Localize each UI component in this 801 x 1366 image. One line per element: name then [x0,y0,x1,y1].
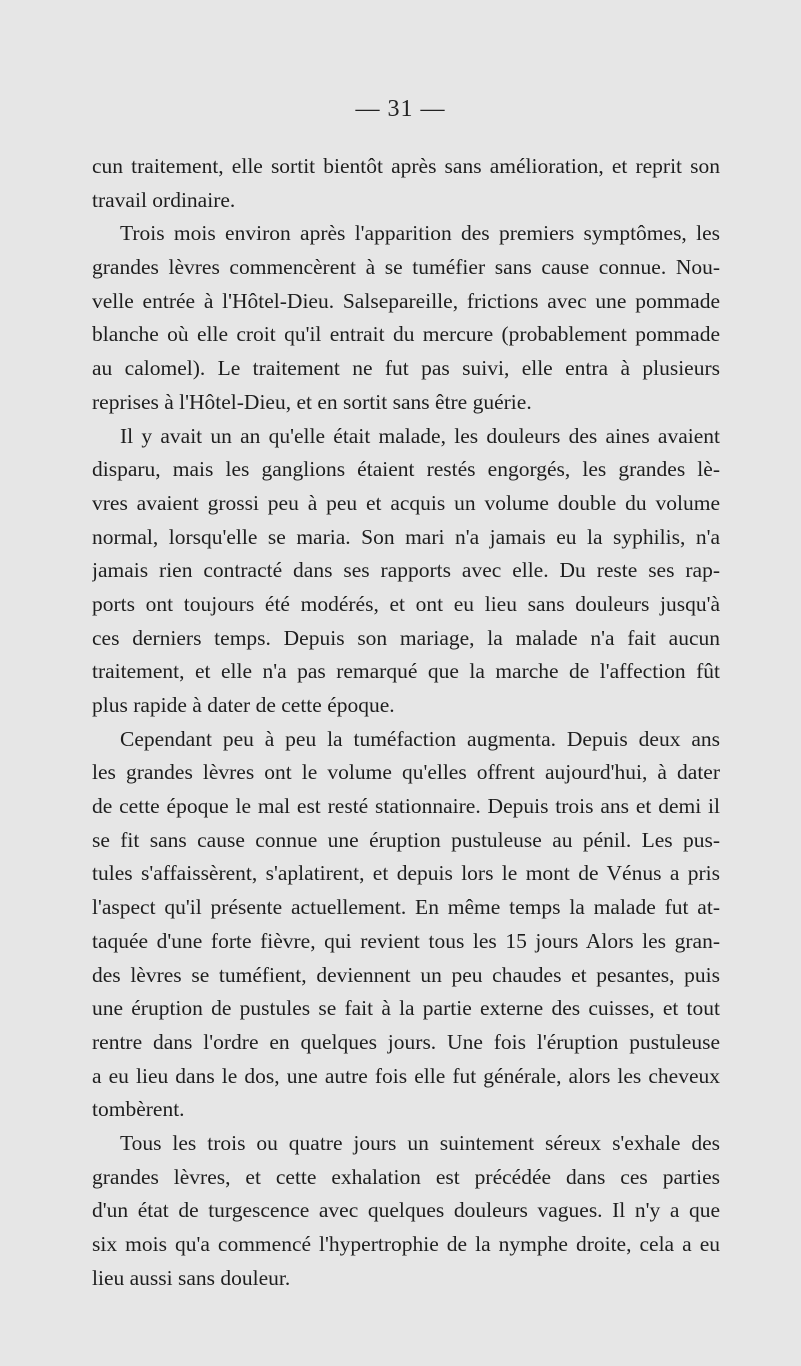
text-line: l'aspect qu'il présente actuellement. En même temps la malade fut at- [92,895,720,920]
text-line: normal, lorsqu'elle se maria. Son mari n'a jamais eu la syphilis, n'a [92,524,720,549]
text-line: reprises à l'Hôtel-Dieu, et en sortit sans être guérie. [92,389,532,414]
text-line: tombèrent. [92,1097,185,1122]
text-line: velle entrée à l'Hôtel-Dieu. Salsepareille, frictions avec une pommade [92,288,720,313]
text-line: disparu, mais les ganglions étaient restés engorgés, les grandes lè- [92,457,720,482]
text-line: taquée d'une forte fièvre, qui revient tous les 15 jours Alors les gran- [92,928,720,953]
text-line: vres avaient grossi peu à peu et acquis un volume double du volume [92,490,720,515]
text-line: au calomel). Le traitement ne fut pas suivi, elle entra à plusieurs [92,356,720,381]
text-line: les grandes lèvres ont le volume qu'elles offrent aujourd'hui, à dater [92,760,720,785]
text-line: tules s'affaissèrent, s'aplatirent, et depuis lors le mont de Vénus a pris [92,861,720,886]
text-line: Trois mois environ après l'apparition des premiers symptômes, les [120,221,720,246]
text-line: grandes lèvres commencèrent à se tuméfier sans cause connue. Nou- [92,255,720,280]
text-line: rentre dans l'ordre en quelques jours. Une fois l'éruption pustuleuse [92,1029,720,1054]
text-line: Cependant peu à peu la tuméfaction augmenta. Depuis deux ans [120,726,720,751]
text-line: traitement, et elle n'a pas remarqué que la marche de l'affection fût [92,659,720,684]
text-line: de cette époque le mal est resté stationnaire. Depuis trois ans et demi il [92,794,720,819]
text-line: cun traitement, elle sortit bientôt après sans amélioration, et reprit son [92,154,720,178]
text-line: blanche où elle croit qu'il entrait du mercure (probablement pommade [92,322,720,347]
text-line: lieu aussi sans douleur. [92,1265,291,1290]
text-line: plus rapide à dater de cette époque. [92,693,395,717]
text-line: ports ont toujours été modérés, et ont eu lieu sans douleurs jusqu'à [92,591,720,616]
text-line: jamais rien contracté dans ses rapports avec elle. Du reste ses rap- [92,558,720,583]
page-number: — 31 — [355,96,446,122]
text-line: a eu lieu dans le dos, une autre fois elle fut générale, alors les cheveux [92,1063,720,1088]
text-line: des lèvres se tuméfient, deviennent un peu chaudes et pesantes, puis [92,962,720,987]
text-line: travail ordinaire. [92,187,236,212]
text-line: se fit sans cause connue une éruption pustuleuse au pénil. Les pus- [92,827,720,852]
text-line: ces derniers temps. Depuis son mariage, la malade n'a fait aucun [92,625,720,650]
text-line: Il y avait un an qu'elle était malade, les douleurs des aines avaient [120,423,720,448]
text-line: six mois qu'a commencé l'hypertrophie de la nymphe droite, cela a eu [92,1232,720,1256]
text-line: grandes lèvres, et cette exhalation est précédée dans ces parties [92,1164,720,1189]
text-line: Tous les trois ou quatre jours un suintement séreux s'exhale des [120,1130,720,1155]
text-line: d'un état de turgescence avec quelques douleurs vagues. Il n'y a que [92,1198,720,1223]
body-text [92,150,720,1295]
text-line: une éruption de pustules se fait à la partie externe des cuisses, et tout [92,996,720,1021]
